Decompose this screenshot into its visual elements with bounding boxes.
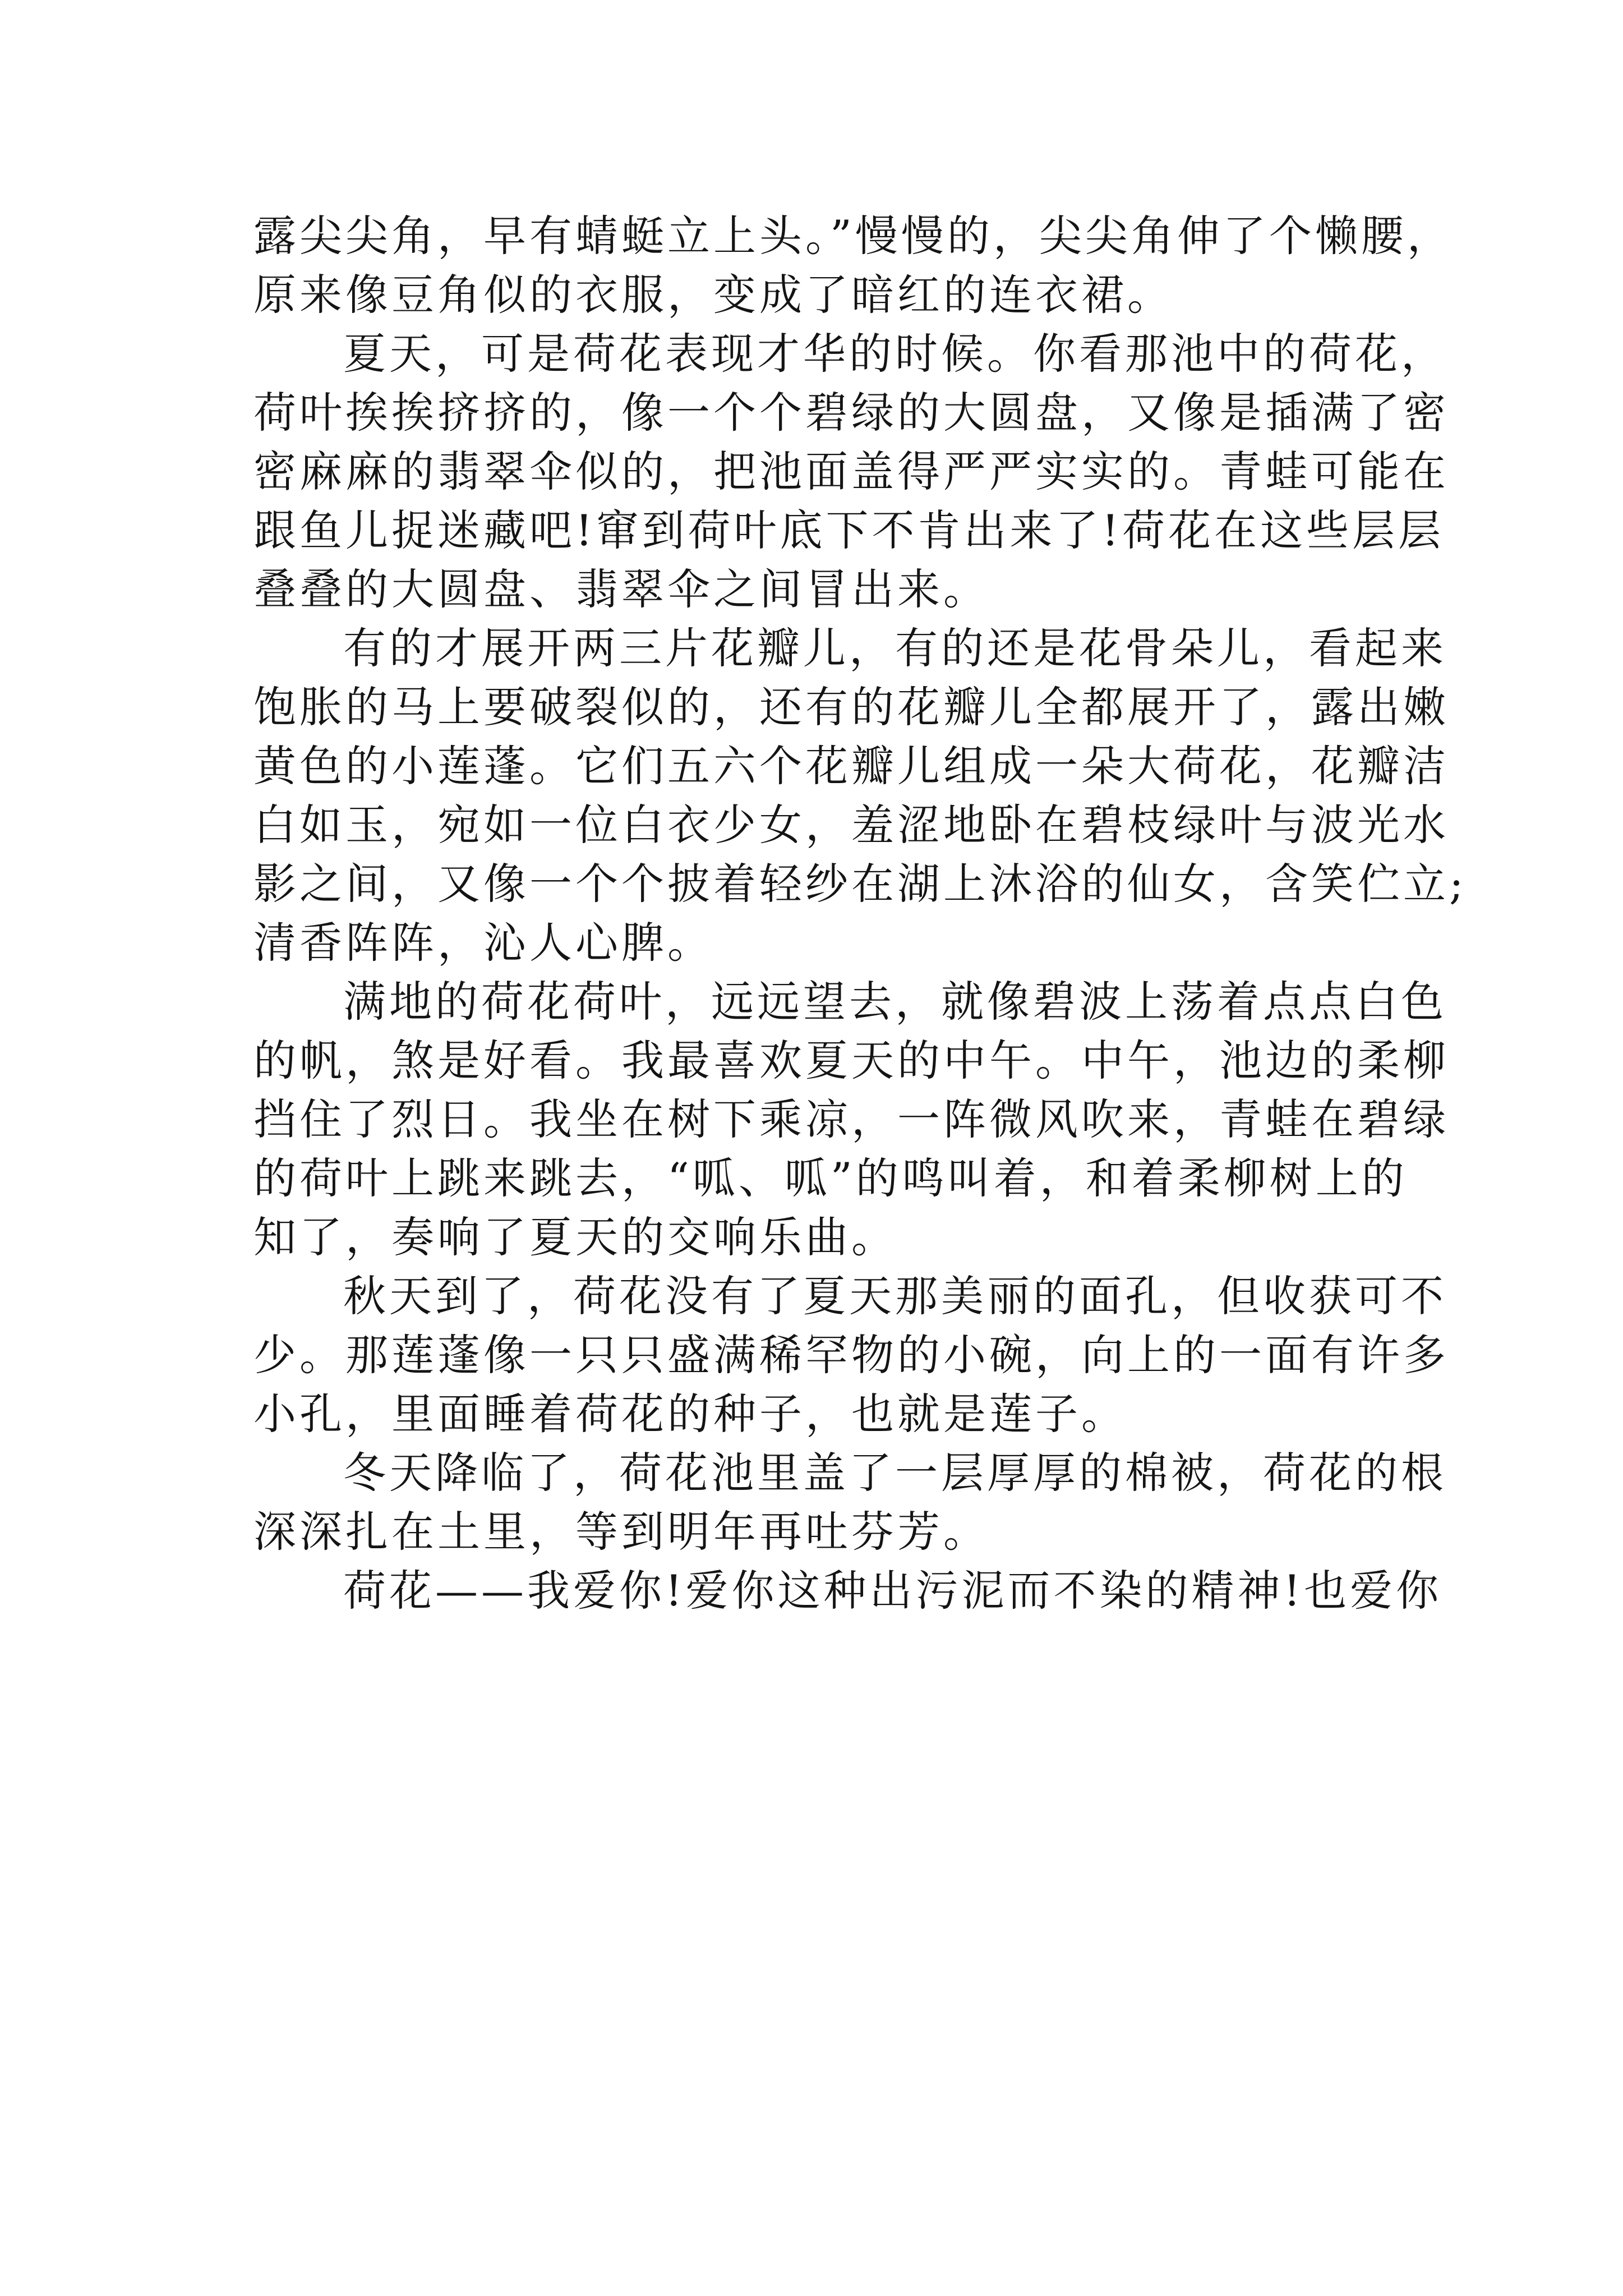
text-line: 荷叶挨挨挤挤的，像一个个碧绿的大圆盘，又像是插满了密 [253, 388, 1449, 438]
paragraph-start-line: 有的才展开两三片花瓣儿，有的还是花骨朵儿，看起来 [343, 623, 1447, 673]
text-line: 叠叠的大圆盘、翡翠伞之间冒出来。 [253, 564, 989, 614]
text-line: 清香阵阵，沁人心脾。 [253, 918, 713, 968]
paragraph-start-line: 满地的荷花荷叶，远远望去，就像碧波上荡着点点白色 [343, 977, 1447, 1027]
text-line: 小孔，里面睡着荷花的种子，也就是莲子。 [253, 1389, 1127, 1439]
paragraph-start-line: 冬天降临了，荷花池里盖了一层厚厚的棉被，荷花的根 [343, 1448, 1447, 1498]
essay-body [253, 206, 1467, 1620]
text-line: 跟鱼儿捉迷藏吧!窜到荷叶底下不肯出来了!荷花在这些层层 [253, 505, 1445, 555]
text-line: 少。那莲蓬像一只只盛满稀罕物的小碗，向上的一面有许多 [253, 1330, 1449, 1380]
text-line: 黄色的小莲蓬。它们五六个花瓣儿组成一朵大荷花，花瓣洁 [253, 741, 1449, 791]
text-line: 饱胀的马上要破裂似的，还有的花瓣儿全都展开了，露出嫩 [253, 682, 1449, 732]
paragraph-start-line: 夏天，可是荷花表现才华的时候。你看那池中的荷花， [343, 329, 1447, 379]
text-line: 密麻麻的翡翠伞似的，把池面盖得严严实实的。青蛙可能在 [253, 447, 1449, 496]
text-line: 知了，奏响了夏天的交响乐曲。 [253, 1212, 897, 1262]
text-line: 白如玉，宛如一位白衣少女，羞涩地卧在碧枝绿叶与波光水 [253, 800, 1449, 850]
paragraph-start-line: 秋天到了，荷花没有了夏天那美丽的面孔，但收获可不 [343, 1271, 1447, 1321]
text-line: 影之间，又像一个个披着轻纱在湖上沐浴的仙女，含笑伫立; [253, 859, 1467, 909]
text-line: 的荷叶上跳来跳去，“呱、呱”的鸣叫着，和着柔柳树上的 [253, 1153, 1408, 1203]
text-line: 深深扎在土里，等到明年再吐芬芳。 [253, 1507, 989, 1557]
paragraph-start-line: 荷花——我爱你!爱你这种出污泥而不染的精神!也爱你 [343, 1566, 1442, 1616]
text-line: 露尖尖角，早有蜻蜓立上头。”慢慢的，尖尖角伸了个懒腰， [253, 211, 1453, 261]
text-line: 原来像豆角似的衣服，变成了暗红的连衣裙。 [253, 270, 1173, 320]
text-line: 挡住了烈日。我坐在树下乘凉，一阵微风吹来，青蛙在碧绿 [253, 1094, 1449, 1144]
text-line: 的帆，煞是好看。我最喜欢夏天的中午。中午，池边的柔柳 [253, 1036, 1449, 1085]
